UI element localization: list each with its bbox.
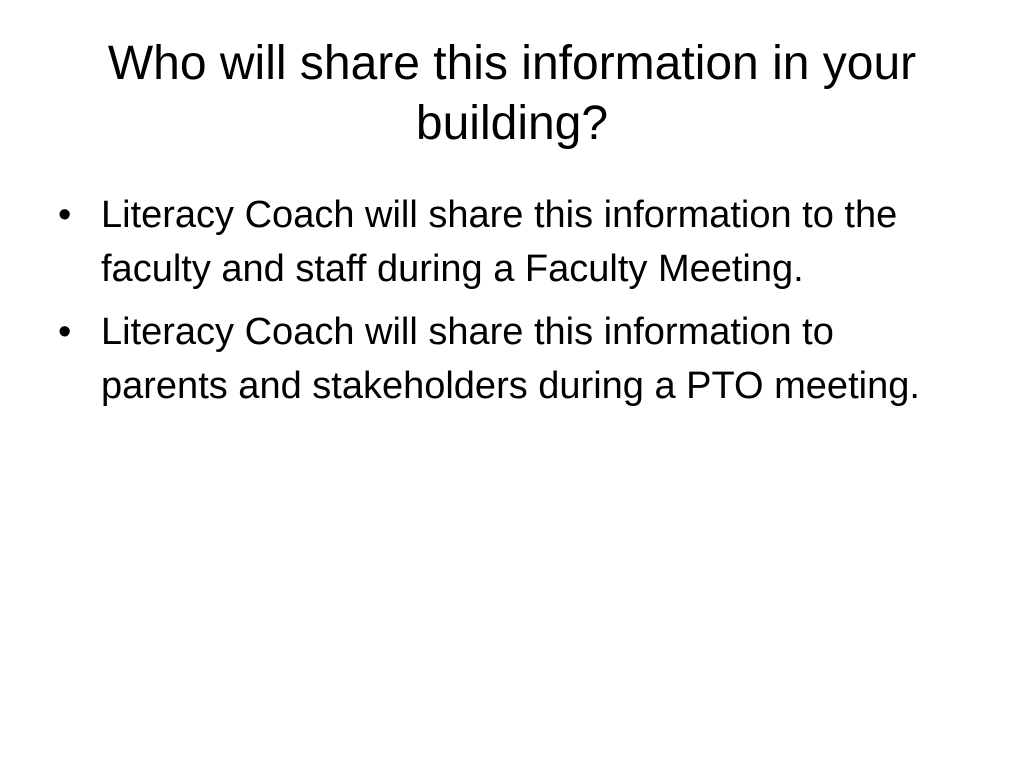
bullet-dot-icon: • bbox=[58, 311, 72, 353]
bullet-item bbox=[58, 188, 968, 296]
bullet-list bbox=[58, 188, 968, 422]
bullet-dot-icon: • bbox=[58, 194, 72, 236]
bullet-text: Literacy Coach will share this information to parents and stakeholders during a PTO meeting. bbox=[101, 311, 920, 407]
slide-title: Who will share this information in your building? bbox=[107, 37, 917, 150]
bullet-item bbox=[58, 305, 968, 413]
bullet-text: Literacy Coach will share this information to the faculty and staff during a Faculty Meeting. bbox=[101, 194, 898, 290]
